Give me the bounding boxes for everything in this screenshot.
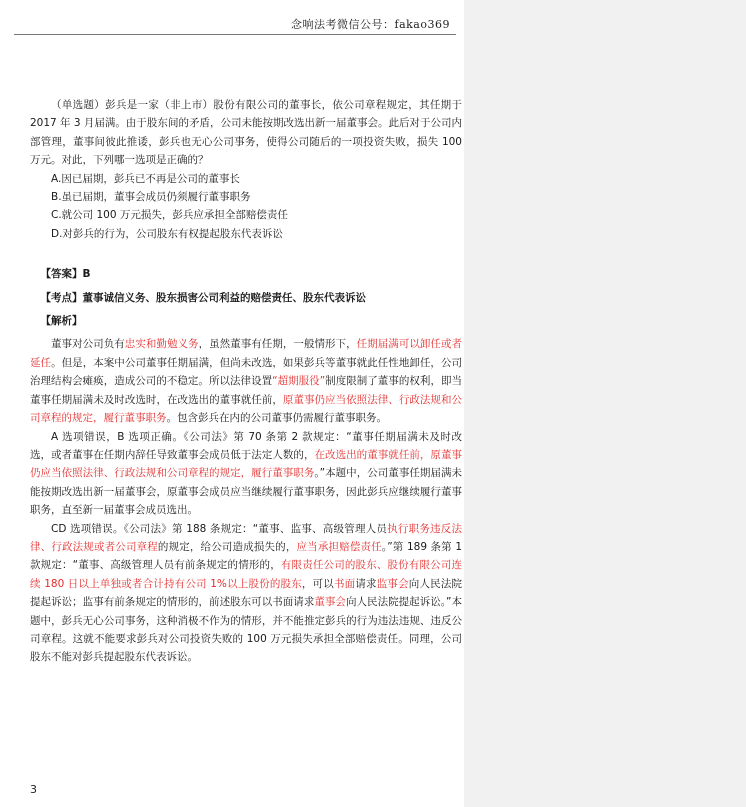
- highlight-text: 监事会: [376, 577, 409, 590]
- option-d: D.对彭兵的行为，公司股东有权提起股东代表诉讼: [51, 227, 283, 240]
- option-a: A.因已届期，彭兵已不再是公司的董事长: [51, 172, 240, 185]
- analysis-text: 的规定，给公司造成损失的，: [157, 540, 297, 553]
- analysis-text: 。”本题中，公司董事任期届满未能按期改选出新一届董事会，原董事会成员应当继续履行董事职务，因此彭兵应继续履行董事职务，直至新一届董事会成员选出。: [30, 467, 462, 517]
- header-text: 念响法考微信公号：fakao369: [291, 18, 450, 31]
- highlight-text: 原董事仍应当依照法律、行政法规和公司章程的规定，履行董事职务: [30, 393, 463, 425]
- highlight-text: 在改选出的董事就任前，原董事仍应当依照法律、行政法规和公司章程的规定，履行董事职务: [30, 448, 463, 480]
- analysis-paragraph-1: [30, 335, 462, 427]
- analysis-paragraph-2: [30, 428, 462, 520]
- answer-label: 【答案】: [40, 268, 83, 281]
- highlight-text: 董事会: [314, 596, 346, 609]
- analysis-text: 。包含彭兵在内的公司董事仍需履行董事职务。: [166, 412, 387, 425]
- viewer-background: [464, 0, 746, 807]
- highlight-text: 忠实和勤勉义务: [124, 338, 199, 351]
- analysis-text: CD 选项错误。《公司法》第 188 条规定：“董事、监事、高级管理人员: [51, 522, 388, 535]
- analysis-text: ，虽然董事有任期，一般情形下，: [198, 338, 357, 351]
- analysis-heading: 【解析】: [40, 315, 83, 328]
- option-b: B.虽已届期，董事会成员仍须履行董事职务: [51, 191, 251, 204]
- question-stem: （单选题）彭兵是一家（非上市）股份有限公司的董事长，依公司章程规定，其任期于 2017 年 3 月届满。由于股东间的矛盾，公司未能按期改选出新一届董事会。此后对于公司内部管理，董事间彼此推诿，彭兵也无心公司事务，使得公司随后的一项投资失败，损失 100 万元。对此，下列哪一选项是正确的？: [30, 99, 462, 167]
- highlight-text: 书面: [333, 577, 356, 590]
- analysis-text: 向人民法院提起诉讼。”本题中，彭兵无心公司事务，这种消极不作为的情形，并不能推定彭兵的行为违法违规、违反公司章程。这就不能要求彭兵对公司投资失败的 100 万元损失承担全部赔偿责任。同理，公司股东不能对彭兵提起股东代表诉讼。: [30, 596, 463, 664]
- highlight-text: “超期服役”: [272, 375, 326, 388]
- analysis-text: 董事对公司负有: [51, 338, 125, 351]
- answer-line: [30, 265, 462, 283]
- highlight-text: 有限责任公司的股东、股份有限公司连续 180 日以上单独或者合计持有公司 1%以上股份的股东: [30, 559, 462, 590]
- analysis-text: 向人民法院提起诉讼；监事有前条规定的情形的，前述股东可以书面请求: [30, 577, 463, 609]
- page-content: [30, 96, 462, 667]
- keypoint-value: 董事诚信义务、股东损害公司利益的赔偿责任、股东代表诉讼: [82, 291, 366, 304]
- analysis-text: 。但是，本案中公司董事任期届满，但尚未改选，如果彭兵等董事就此任性地卸任，公司治理结构会瘫痪，造成公司的不稳定。所以法律设置: [30, 356, 463, 388]
- analysis-text: 。”第 189 条第 1 款规定：“董事、高级管理人员有前条规定的情形的，: [30, 540, 463, 572]
- answer-value: B: [82, 268, 91, 281]
- analysis-text: A 选项错误，B 选项正确。《公司法》第 70 条第 2 款规定：“董事任期届满未及时改选，或者董事在任期内辞任导致董事会成员低于法定人数的，: [30, 430, 462, 461]
- highlight-text: 任期届满可以卸任或者延任: [30, 338, 463, 369]
- keypoint-line: [30, 289, 462, 307]
- page-number: 3: [30, 783, 37, 796]
- analysis-text: ，可以: [301, 577, 334, 590]
- keypoint-label: 【考点】: [40, 291, 83, 304]
- highlight-text: 应当承担赔偿责任: [296, 540, 382, 553]
- page-header: [14, 10, 456, 35]
- analysis-text: 请求: [355, 577, 377, 590]
- highlight-text: 执行职务违反法律、行政法规或者公司章程: [30, 522, 462, 553]
- option-c: C.就公司 100 万元损失，彭兵应承担全部赔偿责任: [51, 209, 288, 222]
- analysis-paragraph-3: [30, 520, 462, 667]
- analysis-text: 制度限制了董事的权利，即当董事任期届满未及时改选时，在改选出的董事就任前，: [30, 375, 462, 406]
